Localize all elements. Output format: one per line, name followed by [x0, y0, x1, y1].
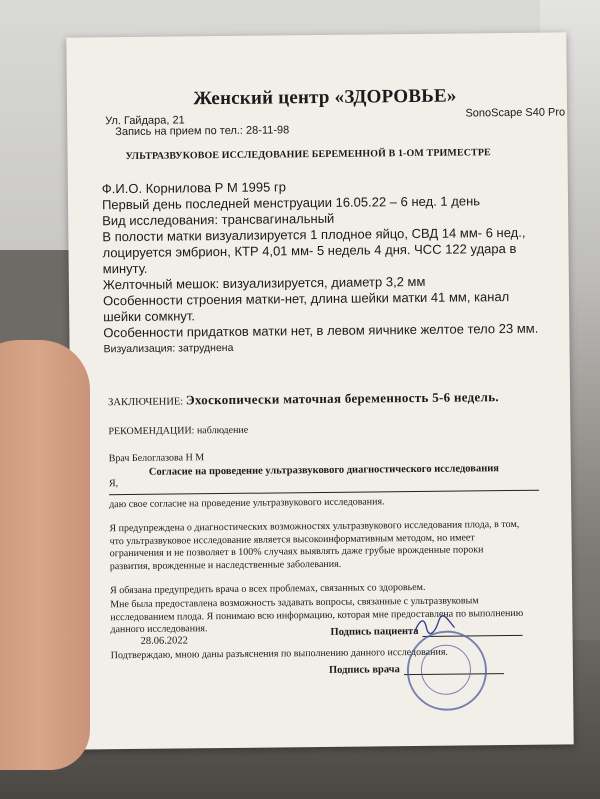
consent-p4-line-3: данного исследования.	[110, 623, 208, 636]
clinic-address: Ул. Гайдара, 21	[105, 114, 185, 128]
recommendations: РЕКОМЕНДАЦИИ: наблюдение	[108, 424, 249, 438]
uterus-line-1: Особенности строения матки-нет, длина шейки матки 41 мм, канал	[102, 289, 510, 309]
device-model: SonoScape S40 Pro	[465, 106, 566, 120]
confirmation-text: Подтверждаю, мною даны разъяснения по выполнению данного исследования.	[110, 646, 448, 662]
consent-p3: Я обязана предупредить врача о всех проблемах, связанных со здоровьем.	[110, 581, 426, 597]
report-line-3: минуту.	[102, 260, 148, 277]
signature-date: 28.06.2022	[140, 635, 188, 647]
document-sheet	[66, 32, 573, 749]
consent-p2-line-1: Я предупреждена о диагностических возможностях ультразвукового исследования плода, в том,	[109, 518, 520, 535]
report-body	[102, 177, 559, 358]
report-line-1: В полости матки визуализируется 1 плодное яйцо, СВД 14 мм- 6 нед.,	[102, 224, 526, 245]
patient-name: Ф.И.О. Корнилова Р М 1995 гр	[101, 179, 287, 197]
consent-p4-line-1: Мне была предоставлена возможность задавать вопросы, связанные с ультразвуковым	[110, 595, 479, 611]
report-line-2: лоцируется эмбрион, КТР 4,01 мм- 5 недель 4 дня. ЧСС 122 удара в	[102, 240, 517, 261]
visualization-line: Визуализация: затруднена	[103, 341, 234, 356]
lmp-line: Первый день последней менструации 16.05.22 – 6 нед. 1 день	[101, 193, 481, 213]
consent-p4-line-2: исследованием плода. Я понимаю всю информацию, которая мне предоставлена по выполнению	[110, 607, 524, 623]
consent-p2-line-2: что ультразвуковое исследование является высокоинформативным методом, но имеет	[109, 531, 475, 547]
conclusion-label: ЗАКЛЮЧЕНИЕ:	[108, 396, 184, 409]
clinic-name: Женский центр «ЗДОРОВЬЕ»	[193, 85, 457, 110]
adnexa-line: Особенности придатков матки нет, в левом яичнике желтое тело 23 мм.	[103, 320, 539, 341]
consent-title: Согласие на проведение ультразвукового диагностического исследования	[148, 463, 500, 478]
document-content	[101, 85, 566, 676]
clinic-stamp-inner-ring	[421, 644, 472, 695]
doctor-name: Врач Белоглазова Н М	[108, 452, 205, 465]
hand-holding-paper	[0, 340, 90, 770]
conclusion	[108, 389, 499, 409]
study-type: Вид исследования: трансвагинальный	[102, 210, 335, 229]
consent-name-line	[109, 474, 539, 496]
uterus-line-2: шейки сомкнут.	[103, 308, 196, 325]
conclusion-text: Эхоскопически маточная беременность 5-6 недель.	[185, 389, 499, 408]
consent-p2-line-3: ограничения и не позволяет в 100% случаях выявлять даже грубые врожденные пороки	[109, 544, 484, 560]
clinic-stamp	[407, 630, 488, 711]
clinic-phone: Запись на прием по тел.: 28-11-98	[115, 124, 290, 139]
doctor-signature-label: Подпись врача	[328, 664, 400, 676]
consent-p2-line-4: развития, врожденные и наследственные заболевания.	[109, 558, 342, 572]
yolk-sac-line: Желточный мешок: визуализируется, диаметр 3,2 мм	[102, 273, 426, 293]
consent-p1: даю свое согласие на проведение ультразвукового исследования.	[109, 496, 385, 511]
consent-prefix: Я,	[108, 478, 119, 490]
patient-signature-label: Подпись пациента	[330, 625, 419, 638]
study-title: УЛЬТРАЗВУКОВОЕ ИССЛЕДОВАНИЕ БЕРЕМЕННОЙ В 1-ОМ ТРИМЕСТРЕ	[125, 147, 491, 163]
consent-p2	[109, 519, 540, 574]
